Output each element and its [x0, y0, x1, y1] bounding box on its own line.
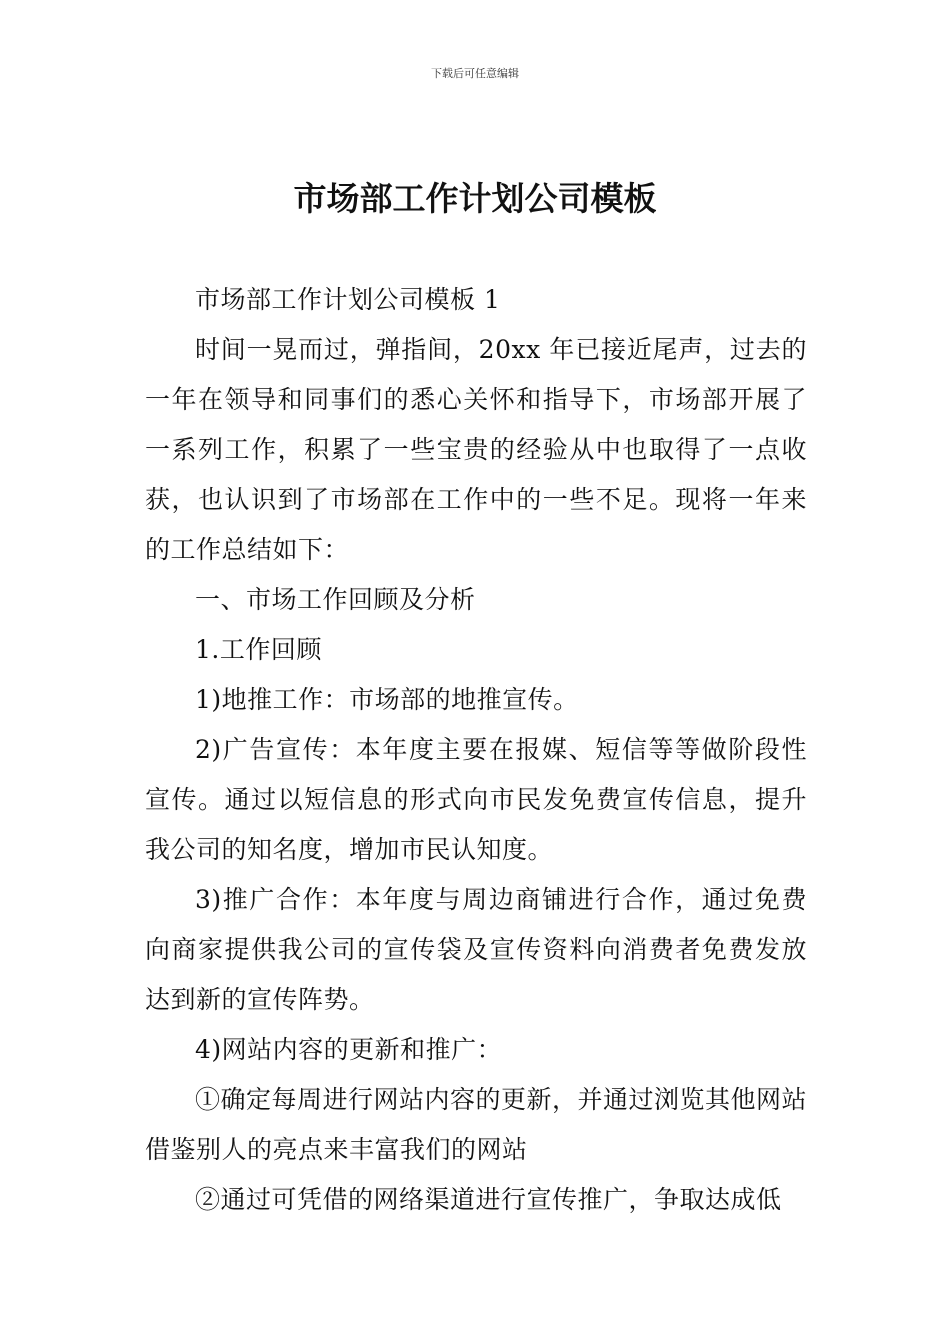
- list-item: ②通过可凭借的网络渠道进行宣传推广，争取达成低: [195, 1185, 782, 1214]
- section-heading: 市场部工作计划公司模板 1: [195, 285, 501, 314]
- list-item: 4)网站内容的更新和推广：: [195, 1035, 503, 1064]
- paragraph-intro: 时间一晃而过，弹指间，20xx 年已接近尾声，过去的一年在领导和同事们的悉心关怀和指导下，市场部开展了一系列工作，积累了一些宝贵的经验从中也取得了一点收获，也认识到了市场部在工作中的一些不足。现将一年来的工作总结如下：: [145, 335, 807, 564]
- list-item: ①确定每周进行网站内容的更新，并通过浏览其他网站借鉴别人的亮点来丰富我们的网站: [145, 1085, 808, 1164]
- list-item: 2)广告宣传：本年度主要在报媒、短信等等做阶段性宣传。通过以短信息的形式向市民发免费宣传信息，提升我公司的知名度，增加市民认知度。: [145, 735, 807, 864]
- list-item: 3)推广合作：本年度与周边商铺进行合作，通过免费向商家提供我公司的宣传袋及宣传资料向消费者免费发放达到新的宣传阵势。: [145, 885, 807, 1014]
- document-title: 市场部工作计划公司模板: [293, 179, 657, 218]
- subsection-heading: 1.工作回顾: [195, 635, 322, 664]
- list-item: 1)地推工作：市场部的地推宣传。: [195, 685, 579, 714]
- section-heading: 一、市场工作回顾及分析: [195, 585, 476, 614]
- document-body: [145, 275, 807, 1225]
- header-note: 下载后可任意编辑: [431, 67, 519, 80]
